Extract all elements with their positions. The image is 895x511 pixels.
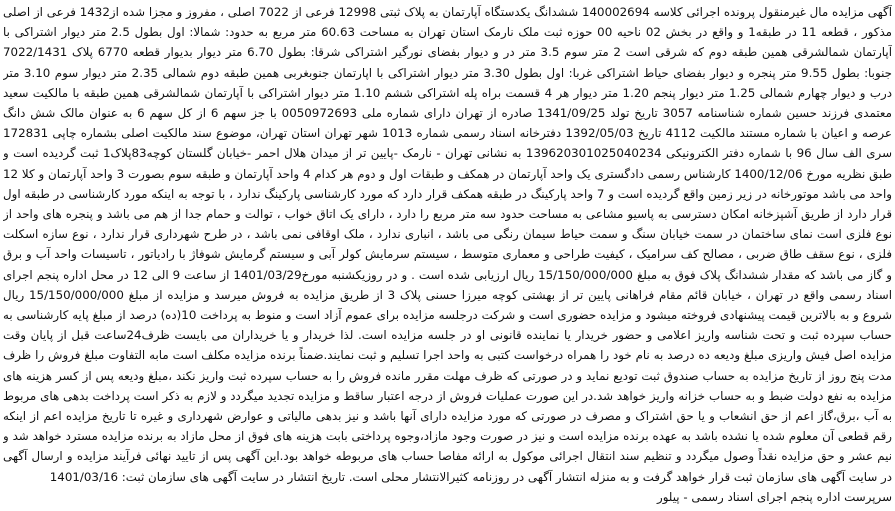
auction-notice-document xyxy=(3,2,892,509)
notice-signature-line: سرپرست اداره پنجم اجرای اسناد رسمی - پیلور xyxy=(656,489,892,504)
auction-notice-paragraph: آگهی مزایده مال غیرمنقول پرونده اجرائی کلاسه 140002694 ششدانگ یکدستگاه آپارتمان به پلاک ثبتی 12998 فرعی از 7022 اصلی ، مفروز و مجزا شده از1432 فرعی از اصلی مذکور ، قطعه 11 در طبقه1 و واقع در بخش 02 ناحیه 00 حوزه ثبت ملک نارمک استان تهران به مساحت 60.63 متر مربع به حدود: شمالا: اول بطول 2.5 متر دیوار اشتراکی با آپارتمان شمالشرقی همین طبقه دوم که شرقی است 2 متر سوم 3.5 متر در و دیوار بفضای نورگیر اشتراکی شرقا: بطول 6.70 متر دیوار بدیوار قطعه 6770 پلاک 7022/1431 جنوبا: بطول 9.55 متر پنجره و دیوار بفضای حیاط اشتراکی غربا: اول بطول 3.30 متر دیوار اشتراکی با اپارتمان جنوبغربی همین طبقه دوم شمالی 2.35 متر دیوار سوم 3.10 متر درب و دیوار چهارم شمالی 1.25 متر دیوار پنجم 1.20 متر دیوار هر 4 قسمت براه پله اشتراکی ششم 1.10 متر دیوار اشتراکی با آپارتمان شمالشرقی همین طبقه با مالکیت سعید معتمدی فرزند حسین شماره شناسنامه 3057 تاریخ تولد 1341/09/25 صادره از تهران دارای شماره ملی 0050972693 با جز سهم 6 از کل سهم 6 به عنوان مالک شش دانگ عرصه و اعیان با شماره مستند مالکیت 4112 تاریخ 1392/05/03 دفترخانه اسناد رسمی شماره 1013 شهر تهران استان تهران، موضوع سند مالکیت اصلی بشماره چاپی 172831 سری الف سال 96 با شماره دفتر الکترونیکی 139620301025040234 به نشانی تهران - نارمک -پایین تر از میدان هلال احمر -خیابان گلستان کوچه83پلاک1 ثبت گردیده است و طبق نظریه مورخ 1400/12/06 کارشناس رسمی دادگستری یک واحد آپارتمان در همکف و طبقات اول و دوم هر کدام 4 واحد آپارتمان و طبقه سوم بصورت 3 واحد آپارتمان و کلا 12 واحد می باشد موتورخانه در زیر زمین واقع گردیده است و 7 واحد پارکینگ در طبقه همکف قرار دارد که مورد کارشناسی پارکینگ ندارد ، با توجه به اینکه مورد کارشناسی در طبقه اول قرار دارد از طریق آشپزخانه امکان دسترسی به پاسیو مشاعی به مساحت حدود سه متر مربع را دارد ، دارای یک اتاق خواب ، توالت و حمام جدا از هم می باشد و پنجره های واحد از نوع فلزی است نمای ساختمان در سمت خیابان سنگ و سمت حیاط سیمان رنگی می باشد ، انباری ندارد ، ملک اوقافی نمی باشد ، در طرح شهرداری قرار ندارد ، نوع سازه اسکلت فلزی ، نوع سقف طاق ضربی ، مصالح کف سرامیک ، کیفیت طراحی و معماری متوسط ، سیستم سرمایش کولر آبی و سیستم گرمایش شوفاژ با رادیاتور ، تاسیسات واحد آب و برق و گاز می باشد که مقدار ششدانگ پلاک فوق به مبلغ 15/150/000/000 ریال ارزیابی شده است . و در روزیکشنبه مورخ1401/03/29 از ساعت 9 الی 12 در محل اداره پنجم اجرای اسناد رسمی واقع در تهران ، خیابان قائم مقام فراهانی پایین تر از بهشتی کوچه میرزا حسنی پلاک 3 از طریق مزایده به فروش میرسد و مزایده از مبلغ 15/150/000/000 ریال شروع و به بالاترین قیمت پیشنهادی فروخته میشود و مزایده حضوری است و شرکت درجلسه مزایده برای عموم آزاد است و منوط به پرداخت 10(ده) درصد از مبلغ پایه کارشناسی به حساب سپرده ثبت و تحت شناسه واریز اعلامی و حضور خریدار یا نماینده قانونی او در جلسه مزایده است. لذا خریدار و یا خریداران می بایست ظرف24ساعت قبل از پایان وقت مزایده اصل فیش واریزی مبلغ ودیعه ده درصد به نام خود را همراه درخواست کتبی به واحد اجرا تسلیم و ثبت نمایند.ضمناً برنده مزایده مکلف است مابه التفاوت مبلغ فروش را ظرف مدت پنج روز از تاریخ مزایده به حساب صندوق ثبت تودیع نماید و در صورتی که ظرف مهلت مقرر مانده فروش را به حساب سپرده ثبت واریز نکند ،مبلغ ودیعه پس از کسر هزینه های مزایده به نفع دولت ضبط و به حساب خزانه واریز خواهد شد.در این صورت عملیات فروش از درجه اعتبار ساقط و مزایده تجدید میگردد و لازم به ذکر است پرداخت بدهی های مربوط به آب ،برق،گاز اعم از حق انشعاب و یا حق اشتراک و مصرف در صورتی که مورد مزایده دارای آنها باشد و نیز بدهی مالیاتی و عوارض شهرداری و غیره تا تاریخ مزایده اعم از اینکه رقم قطعی آن معلوم شده یا نشده باشد به عهده برنده مزایده است و نیز در صورت وجود مازاد،وجوه پرداختی بابت هزینه های فوق از محل مازاد به برنده مزایده مسترد خواهد شد و نیم عشر و حق مزایده نقداً وصول میگردد و تنظیم سند انتقال اجرائی موکول به ارائه مفاصا حساب های مربوطه خواهد بود.این آگهی پس از تایید نهائی فرآیند مزایده و ارسال آگهی در سایت آگهی های سازمان ثبت قرار خواهد گرفت و به منزله انتشار آگهی در روزنامه کثیرالانتشار محلی است. تاریخ انتشار در سایت آگهی های سازمان ثبت: 1401/03/16 xyxy=(3,5,892,484)
